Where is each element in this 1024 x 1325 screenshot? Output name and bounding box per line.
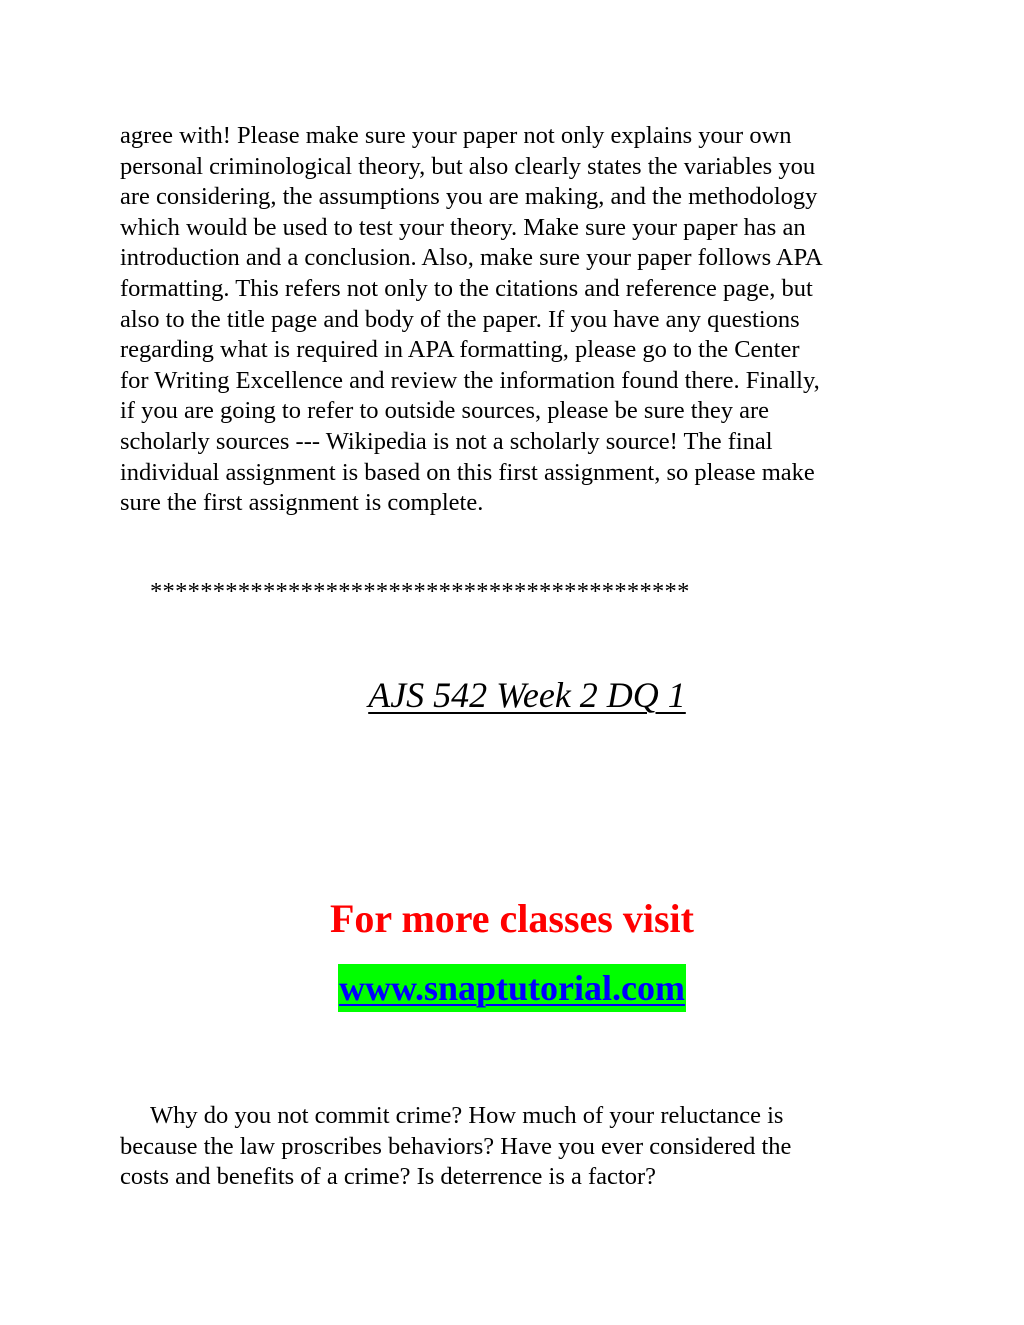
paragraph-line: personal criminological theory, but also clearly states the variables you (120, 152, 816, 180)
discussion-question-paragraph (120, 1101, 910, 1193)
paragraph-line: if you are going to refer to outside sources, please be sure they are (120, 397, 770, 425)
paragraph-line: for Writing Excellence and review the information found there. Finally, (120, 366, 820, 394)
paragraph-line: because the law proscribes behaviors? Have you ever considered the (120, 1132, 792, 1160)
asterisk-separator: ******************************************* (150, 578, 690, 605)
section-heading-text: AJS 542 Week 2 DQ 1 (368, 675, 686, 715)
assignment-instructions-paragraph (120, 121, 910, 519)
paragraph-line: are considering, the assumptions you are making, and the methodology (120, 183, 818, 211)
paragraph-line: formatting. This refers not only to the citations and reference page, but (120, 274, 813, 302)
promo-heading: For more classes visit (329, 896, 694, 941)
paragraph-line: agree with! Please make sure your paper not only explains your own (120, 122, 792, 149)
paragraph-line: Why do you not commit crime? How much of your reluctance is (150, 1102, 784, 1129)
paragraph-line: which would be used to test your theory. Make sure your paper has an (120, 213, 806, 241)
paragraph-line: individual assignment is based on this first assignment, so please make (120, 458, 815, 486)
section-heading (0, 673, 1024, 717)
paragraph-line: scholarly sources --- Wikipedia is not a scholarly source! The final (120, 427, 773, 455)
paragraph-line: also to the title page and body of the paper. If you have any questions (120, 305, 800, 333)
paragraph-line: regarding what is required in APA formatting, please go to the Center (120, 336, 800, 364)
promo-link-container (0, 964, 1024, 1012)
paragraph-line: sure the first assignment is complete. (120, 489, 484, 517)
paragraph-line: introduction and a conclusion. Also, make sure your paper follows APA (120, 244, 823, 272)
paragraph-line: costs and benefits of a crime? Is deterrence is a factor? (120, 1163, 657, 1191)
snaptutorial-link[interactable]: www.snaptutorial.com (338, 964, 686, 1012)
